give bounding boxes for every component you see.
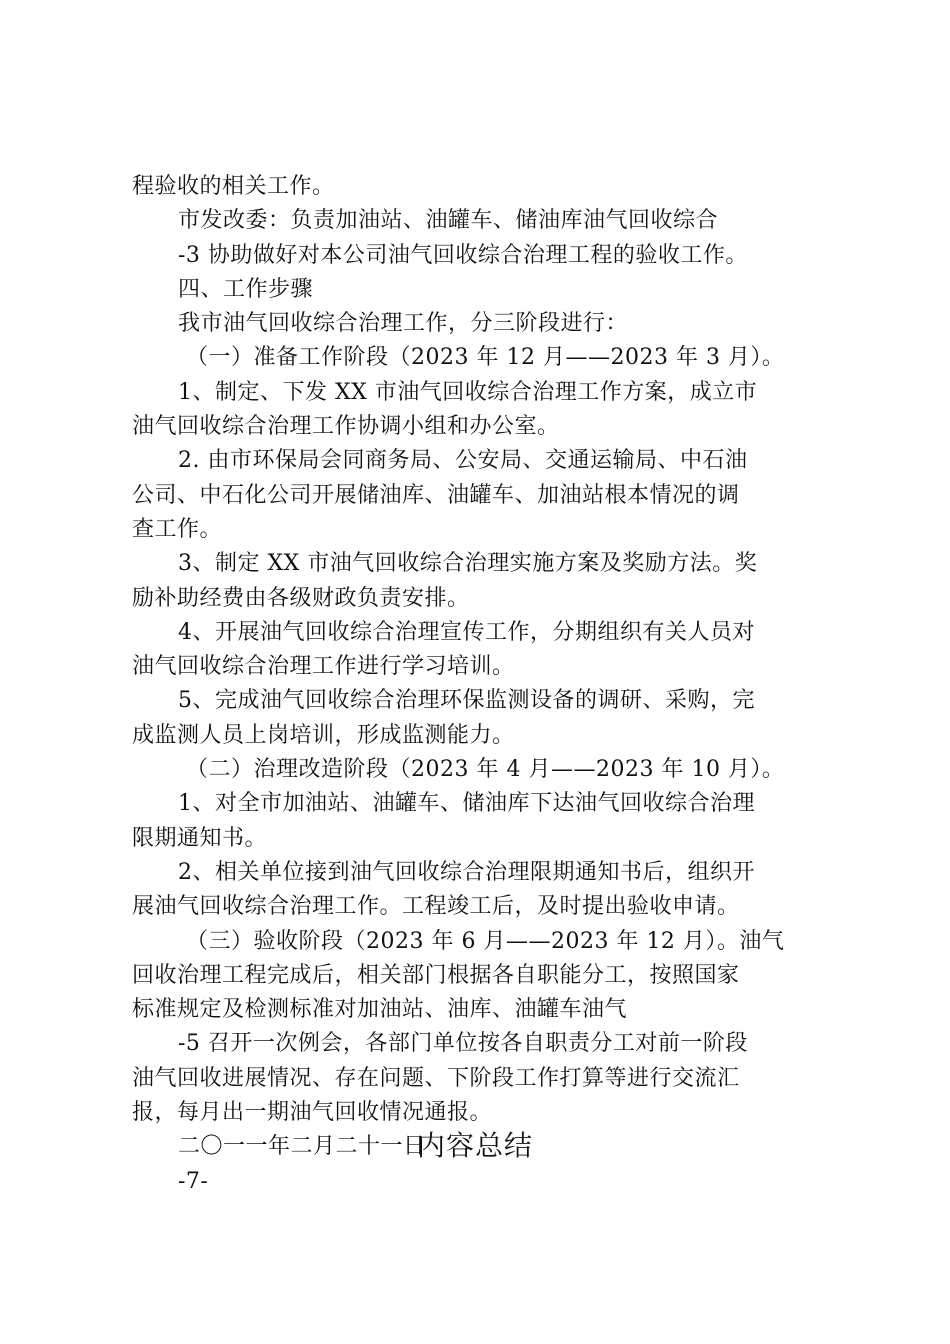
page-number: -7- [178, 1168, 209, 1194]
text-line: 成监测人员上岗培训，形成监测能力。 [132, 722, 515, 748]
text-line: 励补助经费由各级财政负责安排。 [132, 585, 470, 611]
text-line: -5 召开一次例会，各部门单位按各自职责分工对前一阶段 [178, 1031, 748, 1057]
phase-heading: （三）验收阶段（2023 年 6 月——2023 年 12 月）。油气 [186, 928, 785, 954]
text-line: 油气回收综合治理工作协调小组和办公室。 [132, 414, 560, 440]
text-line: 油气回收综合治理工作进行学习培训。 [132, 654, 515, 680]
document-body [132, 170, 832, 1199]
text-line: 报，每月出一期油气回收情况通报。 [132, 1100, 493, 1126]
text-line: 展油气回收综合治理工作。工程竣工后，及时提出验收申请。 [132, 894, 740, 920]
phase-heading: （二）治理改造阶段（2023 年 4 月——2023 年 10 月）。 [186, 757, 785, 783]
text-line: 程验收的相关工作。 [132, 174, 335, 199]
text-line: 1、制定、下发 XX 市油气回收综合治理工作方案，成立市 [178, 379, 758, 405]
text-line: 1、对全市加油站、油罐车、储油库下达油气回收综合治理 [178, 791, 755, 817]
text-line: -3 协助做好对本公司油气回收综合治理工程的验收工作。 [178, 242, 748, 268]
text-line: 限期通知书。 [132, 825, 268, 851]
text-line: 市发改委：负责加油站、油罐车、储油库油气回收综合 [178, 208, 719, 234]
text-line: 回收治理工程完成后，相关部门根据各自职能分工，按照国家 [132, 962, 740, 988]
text-line: 5、完成油气回收综合治理环保监测设备的调研、采购，完 [178, 688, 755, 714]
text-line: 标准规定及检测标准对加油站、油库、油罐车油气 [132, 997, 628, 1023]
text-line: 油气回收进展情况、存在问题、下阶段工作打算等进行交流汇 [132, 1065, 740, 1091]
phase-heading: （一）准备工作阶段（2023 年 12 月——2023 年 3 月）。 [186, 345, 785, 371]
summary-heading: 内容总结 [416, 1129, 533, 1162]
text-line: 3、制定 XX 市油气回收综合治理实施方案及奖励方法。奖 [178, 551, 758, 577]
text-line: 公司、中石化公司开展储油库、油罐车、加油站根本情况的调 [132, 482, 740, 508]
document-date: 二〇一一年二月二十一日 [178, 1134, 426, 1160]
text-line: 2. 由市环保局会同商务局、公安局、交通运输局、中石油 [178, 448, 748, 474]
text-line: 查工作。 [132, 516, 223, 542]
section-heading: 四、工作步骤 [178, 276, 314, 302]
text-line: 4、开展油气回收综合治理宣传工作，分期组织有关人员对 [178, 619, 755, 645]
text-line: 我市油气回收综合治理工作，分三阶段进行： [178, 311, 629, 337]
text-line: 2、相关单位接到油气回收综合治理限期通知书后，组织开 [178, 859, 755, 885]
